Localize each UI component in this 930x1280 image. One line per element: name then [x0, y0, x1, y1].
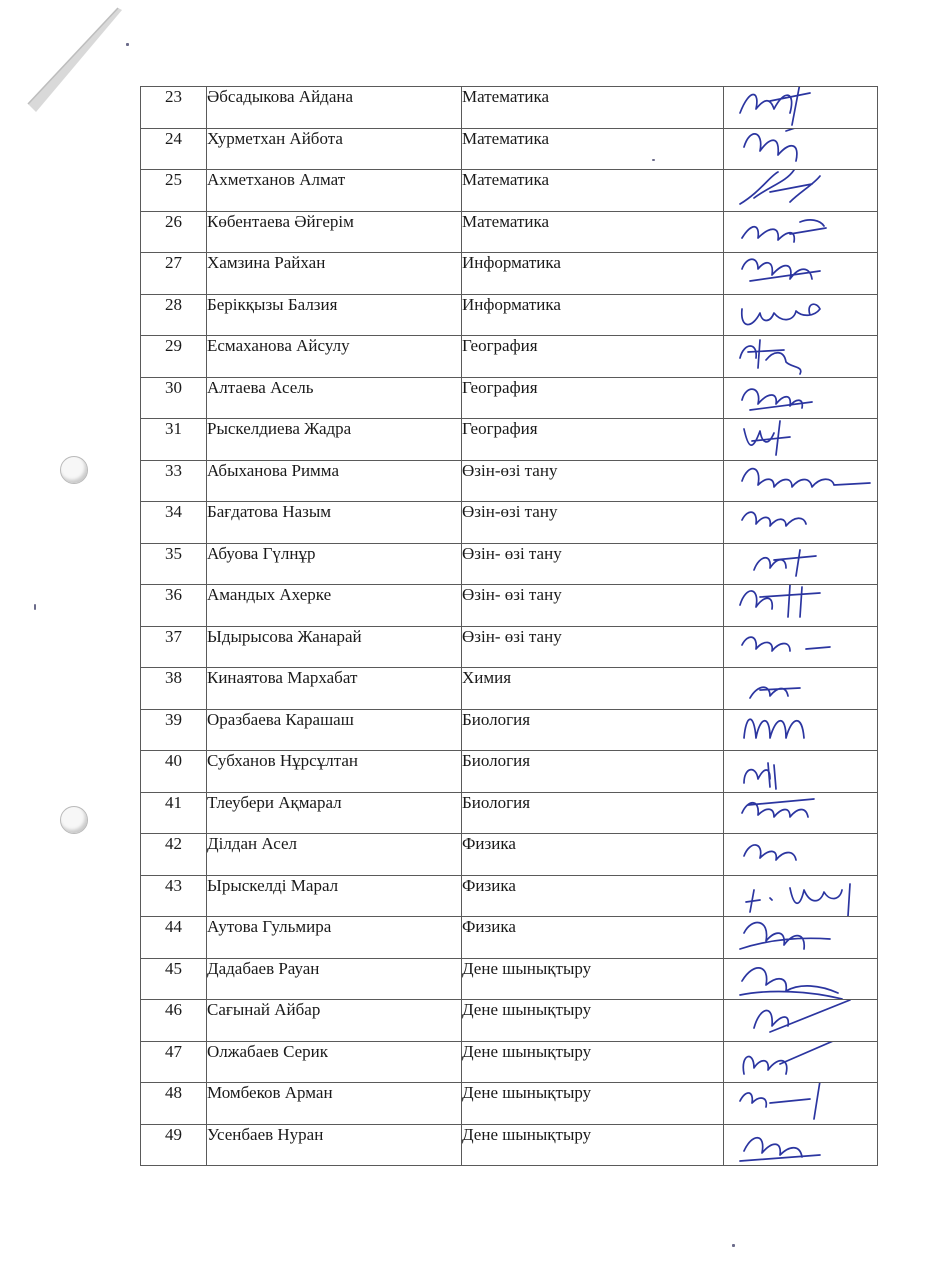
- handwritten-signature: [730, 336, 878, 378]
- scan-speck: [126, 43, 129, 46]
- signature-cell: [724, 419, 878, 461]
- subject: Өзін- өзі тану: [462, 585, 724, 627]
- row-number: 27: [141, 253, 207, 295]
- subject: Дене шынықтыру: [462, 1083, 724, 1125]
- table-row: [141, 958, 878, 1000]
- row-number: 48: [141, 1083, 207, 1125]
- scan-speck: [34, 604, 36, 610]
- table-row: [141, 585, 878, 627]
- handwritten-signature: [730, 834, 878, 876]
- handwritten-signature: [730, 294, 878, 336]
- signature-cell: [724, 211, 878, 253]
- subject: Математика: [462, 211, 724, 253]
- table-row: [141, 875, 878, 917]
- folded-corner-shadow: [0, 0, 140, 120]
- subject: Өзін-өзі тану: [462, 460, 724, 502]
- subject: Дене шынықтыру: [462, 1124, 724, 1166]
- handwritten-signature: [730, 626, 878, 668]
- teacher-name: Көбентаева Әйгерім: [207, 211, 462, 253]
- row-number: 39: [141, 709, 207, 751]
- signature-cell: [724, 751, 878, 793]
- teacher-name: Олжабаев Серик: [207, 1041, 462, 1083]
- subject: Өзін- өзі тану: [462, 543, 724, 585]
- teacher-name: Ахметханов Алмат: [207, 170, 462, 212]
- teacher-name: Алтаева Асель: [207, 377, 462, 419]
- handwritten-signature: [730, 668, 878, 710]
- table-row: [141, 792, 878, 834]
- subject: Биология: [462, 792, 724, 834]
- subject: Физика: [462, 917, 724, 959]
- signature-cell: [724, 792, 878, 834]
- subject: Өзін-өзі тану: [462, 502, 724, 544]
- teacher-name: Абыханова Римма: [207, 460, 462, 502]
- table-row: [141, 709, 878, 751]
- subject: Физика: [462, 834, 724, 876]
- table-row: [141, 336, 878, 378]
- row-number: 25: [141, 170, 207, 212]
- handwritten-signature: [730, 211, 878, 253]
- table-row: [141, 626, 878, 668]
- table-row: [141, 1083, 878, 1125]
- row-number: 30: [141, 377, 207, 419]
- subject: Биология: [462, 751, 724, 793]
- subject: Дене шынықтыру: [462, 958, 724, 1000]
- teacher-name: Абуова Гүлнұр: [207, 543, 462, 585]
- signature-cell: [724, 709, 878, 751]
- teacher-name: Сағынай Айбар: [207, 1000, 462, 1042]
- signature-cell: [724, 128, 878, 170]
- table-row: [141, 253, 878, 295]
- handwritten-signature: [730, 460, 878, 502]
- signature-cell: [724, 502, 878, 544]
- table-row: [141, 1041, 878, 1083]
- handwritten-signature: [730, 917, 878, 959]
- subject: Математика: [462, 87, 724, 129]
- signature-cell: [724, 668, 878, 710]
- table-row: [141, 502, 878, 544]
- row-number: 44: [141, 917, 207, 959]
- punch-hole: [60, 806, 88, 834]
- handwritten-signature: [730, 1041, 878, 1083]
- subject: Химия: [462, 668, 724, 710]
- row-number: 45: [141, 958, 207, 1000]
- table-row: [141, 211, 878, 253]
- subject: Дене шынықтыру: [462, 1000, 724, 1042]
- row-number: 29: [141, 336, 207, 378]
- teacher-name: Ыдырысова Жанарай: [207, 626, 462, 668]
- row-number: 23: [141, 87, 207, 129]
- table-row: [141, 460, 878, 502]
- signature-cell: [724, 336, 878, 378]
- handwritten-signature: [730, 87, 878, 129]
- signature-cell: [724, 958, 878, 1000]
- row-number: 40: [141, 751, 207, 793]
- teacher-name: Момбеков Арман: [207, 1083, 462, 1125]
- subject: Математика: [462, 128, 724, 170]
- teacher-name: Аутова Гульмира: [207, 917, 462, 959]
- signature-cell: [724, 377, 878, 419]
- table-row: [141, 170, 878, 212]
- teacher-name: Кинаятова Мархабат: [207, 668, 462, 710]
- row-number: 26: [141, 211, 207, 253]
- signature-cell: [724, 1124, 878, 1166]
- handwritten-signature: [730, 170, 878, 212]
- teacher-name: Тлеубери Ақмарал: [207, 792, 462, 834]
- teacher-name: Амандых Ахерке: [207, 585, 462, 627]
- row-number: 24: [141, 128, 207, 170]
- handwritten-signature: [730, 585, 878, 627]
- teacher-name: Усенбаев Нуран: [207, 1124, 462, 1166]
- signature-cell: [724, 543, 878, 585]
- handwritten-signature: [730, 419, 878, 461]
- teacher-name: Хурметхан Айбота: [207, 128, 462, 170]
- handwritten-signature: [730, 1124, 878, 1166]
- table-row: [141, 294, 878, 336]
- row-number: 49: [141, 1124, 207, 1166]
- teacher-name: Бағдатова Назым: [207, 502, 462, 544]
- roster-table: [140, 86, 878, 1166]
- handwritten-signature: [730, 253, 878, 295]
- handwritten-signature: [730, 543, 878, 585]
- subject: Физика: [462, 875, 724, 917]
- roster-body: [141, 87, 878, 1166]
- subject: География: [462, 419, 724, 461]
- subject: Өзін- өзі тану: [462, 626, 724, 668]
- signature-cell: [724, 460, 878, 502]
- table-row: [141, 419, 878, 461]
- handwritten-signature: [730, 377, 878, 419]
- table-row: [141, 1000, 878, 1042]
- handwritten-signature: [730, 958, 878, 1000]
- handwritten-signature: [730, 709, 878, 751]
- punch-hole: [60, 456, 88, 484]
- row-number: 36: [141, 585, 207, 627]
- table-row: [141, 917, 878, 959]
- row-number: 43: [141, 875, 207, 917]
- teacher-name: Ырыскелді Марал: [207, 875, 462, 917]
- handwritten-signature: [730, 502, 878, 544]
- teacher-name: Хамзина Райхан: [207, 253, 462, 295]
- subject: География: [462, 336, 724, 378]
- table-row: [141, 751, 878, 793]
- teacher-name: Субханов Нұрсұлтан: [207, 751, 462, 793]
- table-row: [141, 543, 878, 585]
- signature-cell: [724, 585, 878, 627]
- row-number: 33: [141, 460, 207, 502]
- row-number: 31: [141, 419, 207, 461]
- table-row: [141, 87, 878, 129]
- signature-cell: [724, 875, 878, 917]
- table-row: [141, 668, 878, 710]
- handwritten-signature: [730, 751, 878, 793]
- signature-cell: [724, 253, 878, 295]
- table-row: [141, 377, 878, 419]
- subject: География: [462, 377, 724, 419]
- row-number: 37: [141, 626, 207, 668]
- table-row: [141, 128, 878, 170]
- subject: Математика: [462, 170, 724, 212]
- teacher-name: Берікқызы Балзия: [207, 294, 462, 336]
- signature-cell: [724, 294, 878, 336]
- table-row: [141, 1124, 878, 1166]
- row-number: 47: [141, 1041, 207, 1083]
- handwritten-signature: [730, 1083, 878, 1125]
- subject: Информатика: [462, 253, 724, 295]
- teacher-name: Есмаханова Айсулу: [207, 336, 462, 378]
- row-number: 42: [141, 834, 207, 876]
- signature-cell: [724, 1083, 878, 1125]
- row-number: 38: [141, 668, 207, 710]
- handwritten-signature: [730, 792, 878, 834]
- subject: Дене шынықтыру: [462, 1041, 724, 1083]
- teacher-name: Дадабаев Рауан: [207, 958, 462, 1000]
- subject: Информатика: [462, 294, 724, 336]
- handwritten-signature: [730, 1000, 878, 1042]
- signature-cell: [724, 1041, 878, 1083]
- table-row: [141, 834, 878, 876]
- signature-cell: [724, 87, 878, 129]
- signature-cell: [724, 834, 878, 876]
- row-number: 28: [141, 294, 207, 336]
- subject: Биология: [462, 709, 724, 751]
- signature-cell: [724, 170, 878, 212]
- signature-cell: [724, 917, 878, 959]
- handwritten-signature: [730, 128, 878, 170]
- signature-cell: [724, 626, 878, 668]
- row-number: 35: [141, 543, 207, 585]
- scan-speck: [732, 1244, 735, 1247]
- handwritten-signature: [730, 875, 878, 917]
- signature-cell: [724, 1000, 878, 1042]
- row-number: 41: [141, 792, 207, 834]
- teacher-name: Оразбаева Карашаш: [207, 709, 462, 751]
- teacher-name: Рыскелдиева Жадра: [207, 419, 462, 461]
- row-number: 34: [141, 502, 207, 544]
- row-number: 46: [141, 1000, 207, 1042]
- teacher-name: Әбсадыкова Айдана: [207, 87, 462, 129]
- teacher-name: Ділдан Асел: [207, 834, 462, 876]
